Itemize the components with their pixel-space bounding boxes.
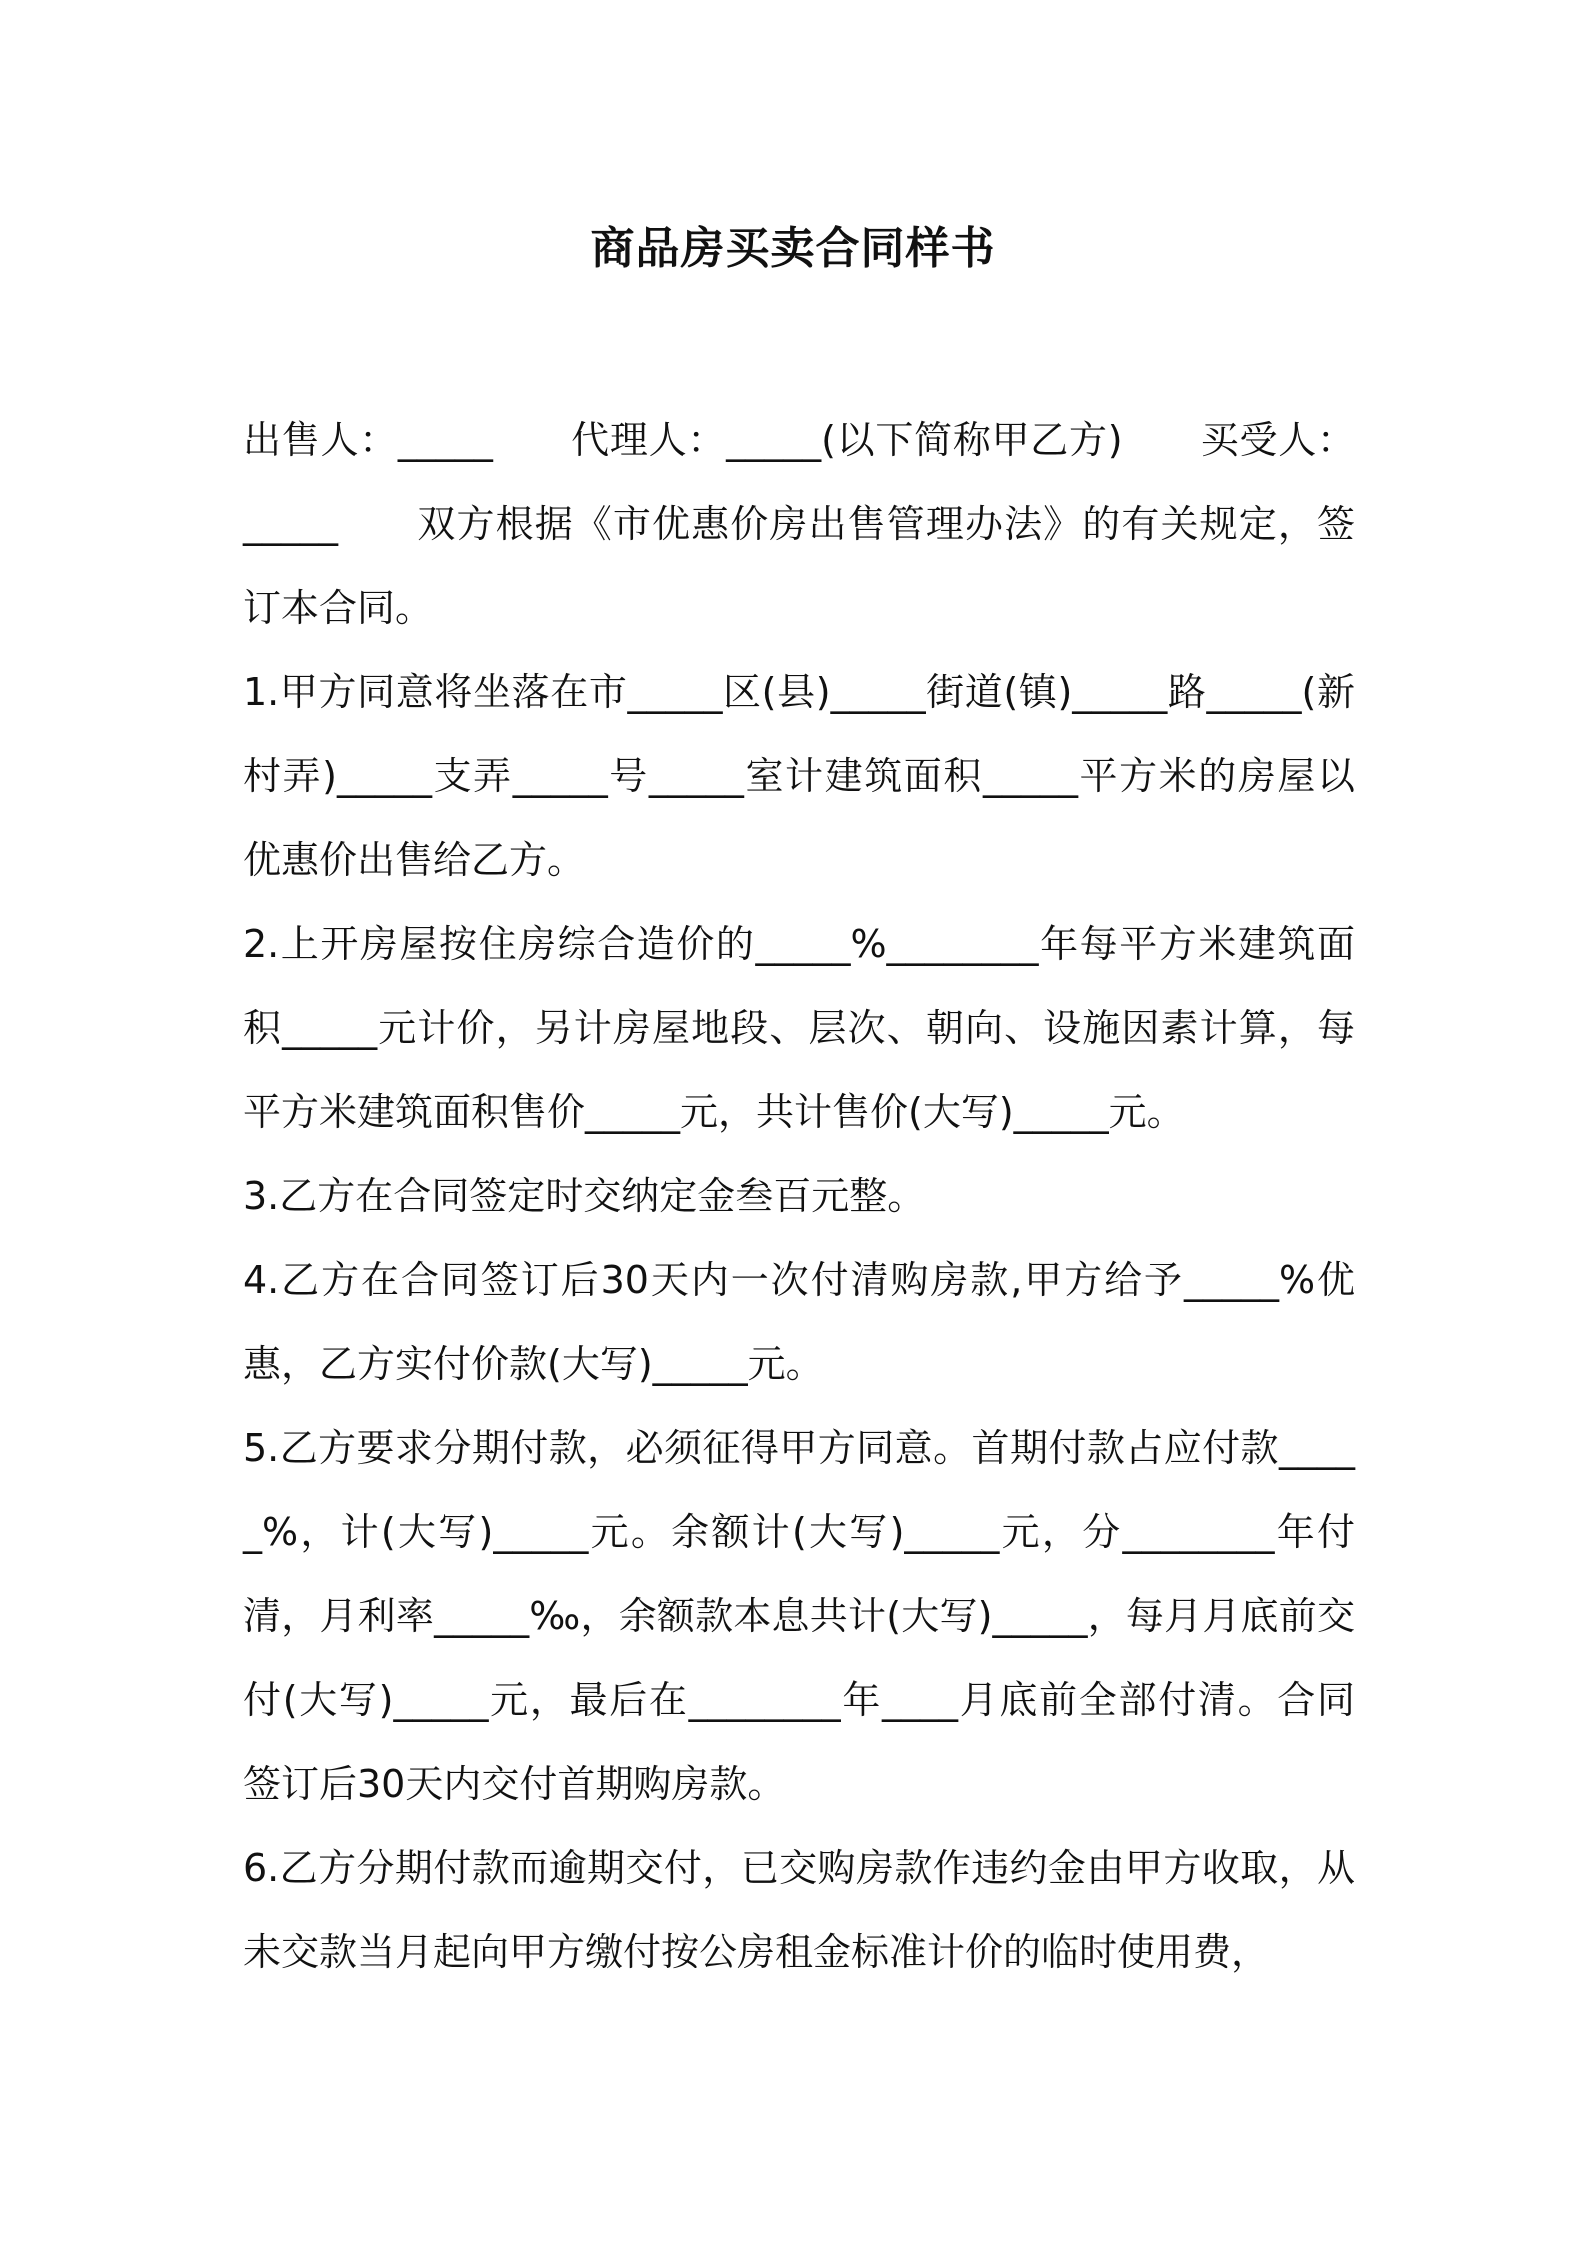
clause-3: 3.乙方在合同签定时交纳定金叁百元整。 bbox=[243, 1174, 926, 1218]
clause-1: 1.甲方同意将坐落在市_____区(县)_____街道(镇)_____路_____(新村弄)_____支弄_____号_____室计建筑面积_____平方米的房屋以优惠价出售给乙方。 bbox=[243, 670, 1355, 882]
clause-2: 2.上开房屋按住房综合造价的_____%________年每平方米建筑面积_____元计价，另计房屋地段、层次、朝向、设施因素计算，每平方米建筑面积售价_____元，共计售价(大写)_____元。 bbox=[243, 922, 1355, 1134]
clause-6: 6.乙方分期付款而逾期交付，已交购房款作违约金由甲方收取，从未交款当月起向甲方缴付按公房租金标准计价的临时使用费， bbox=[243, 1846, 1355, 1974]
paragraph-parties: 出售人：_____ 代理人：_____(以下简称甲乙方) 买受人：_____ 双方根据《市优惠价房出售管理办法》的有关规定，签订本合同。 bbox=[243, 418, 1355, 630]
contract-body bbox=[243, 398, 1355, 1994]
clause-4: 4.乙方在合同签订后30天内一次付清购房款,甲方给予_____%优惠，乙方实付价款(大写)_____元。 bbox=[243, 1258, 1355, 1386]
document-title: 商品房买卖合同样书 bbox=[590, 223, 996, 274]
clause-5: 5.乙方要求分期付款，必须征得甲方同意。首期付款占应付款_____%，计(大写)_____元。余额计(大写)_____元，分________年付清，月利率_____‰，余额款本息共计(大写)_____，每月月底前交付(大写)_____元，最后在________年____月底前全部付清。合同签订后30天内交付首期购房款。 bbox=[243, 1426, 1355, 1806]
